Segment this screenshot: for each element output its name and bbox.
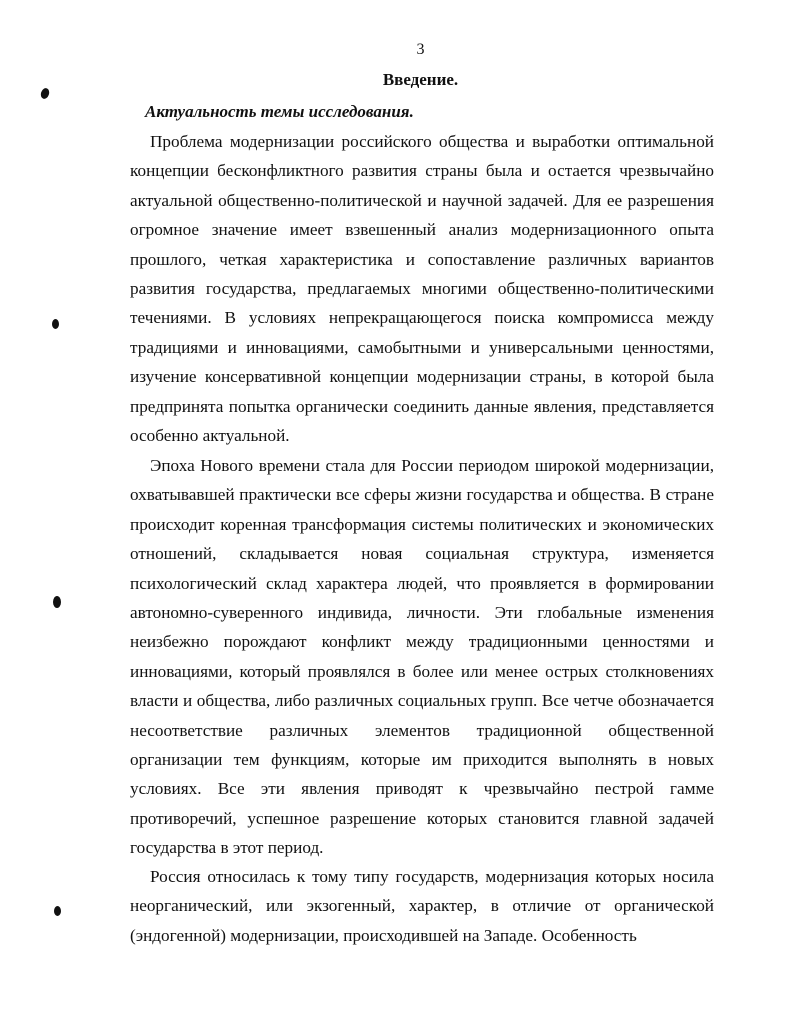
paragraph-3-block [130, 862, 714, 950]
section-subheading: Актуальность темы исследования. [145, 102, 414, 121]
paragraph-2-block [130, 451, 714, 863]
binding-hole-mark-3 [53, 596, 61, 608]
paragraph-1-block [130, 127, 714, 450]
paragraph-1: Проблема модернизации российского общества и выработки оптимальной концепции бесконфликтного развития страны была и остается чрезвычайно актуальной общественно-политической и научной задачей. Для ее разрешения огромное значение имеет взвешенный анализ модернизационного опыта прошлого, четкая характеристика и сопоставление различных вариантов развития государства, предлагаемых многими общественно-политическими течениями. В условиях непрекращающегося поиска компромисса между традициями и инновациями, самобытными и универсальными ценностями, изучение консервативной концепции модернизации страны, в которой была предпринята попытка органически соединить данные явления, представляется особенно актуальной. [130, 132, 714, 446]
page-title: Введение. [382, 70, 459, 89]
paragraph-2: Эпоха Нового времени стала для России периодом широкой модернизации, охватывавшей практически все сферы жизни государства и общества. В стране происходит коренная трансформация системы политических и экономических отношений, складывается новая социальная структура, изменяется психологический склад характера людей, что проявляется в формировании автономно-суверенного индивида, личности. Эти глобальные изменения неизбежно порождают конфликт между традиционными ценностями и инновациями, который проявлялся в более или менее острых столкновениях власти и общества, либо различных социальных групп. Все четче обозначается несоответствие различных элементов традиционной общественной организации тем функциям, которые им приходится выполнять в новых условиях. Все эти явления приводят к чрезвычайно пестрой гамме противоречий, успешное разрешение которых становится главной задачей государства в этот период. [130, 456, 714, 858]
page-number: 3 [416, 41, 425, 58]
binding-hole-mark-2 [52, 319, 59, 329]
binding-hole-mark-4 [54, 906, 61, 916]
paragraph-3: Россия относилась к тому типу государств, модернизация которых носила неорганический, или экзогенный, характер, в отличие от органической (эндогенной) модернизации, происходившей на Западе. Особенность [130, 867, 714, 945]
